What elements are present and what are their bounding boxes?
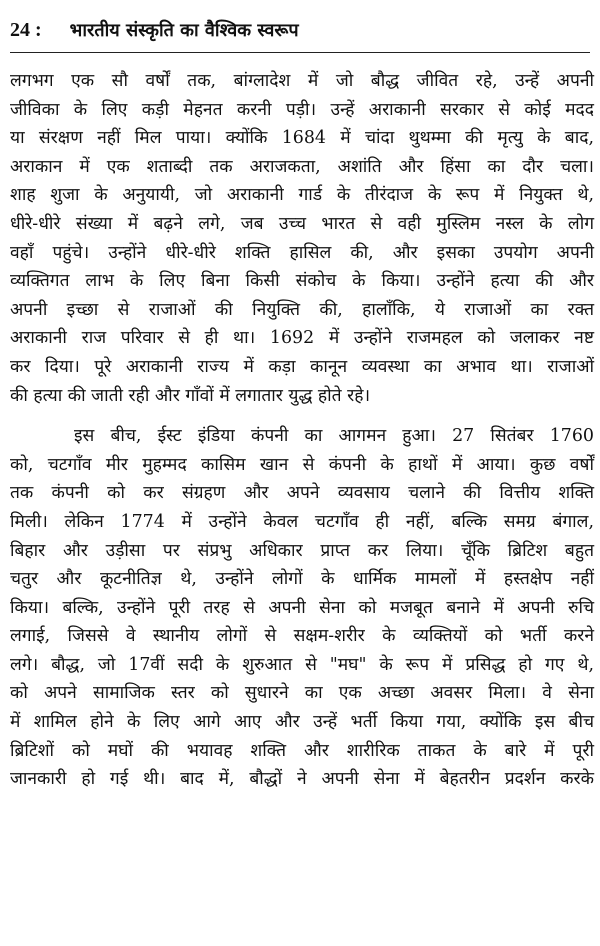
- chapter-title: भारतीय संस्कृति का वैश्विक स्वरूप: [69, 20, 299, 41]
- text-line: शाह शुजा के अनुयायी, जो अराकानी गार्ड के तीरंदाज के रूप में नियुक्त थे,: [10, 185, 594, 206]
- text-line: को अपने सामाजिक स्तर को सुधारने का एक अच्छा अवसर मिला। वे सेना: [10, 683, 594, 704]
- text-line: व्यक्तिगत लाभ के लिए बिना किसी संकोच के किया। उन्होंने हत्या की और: [10, 271, 594, 292]
- text-line: को, चटगाँव मीर मुहम्मद कासिम खान से कंपनी के हाथों में आया। कुछ वर्षों: [10, 454, 594, 475]
- text-line: इस बीच, ईस्ट इंडिया कंपनी का आगमन हुआ। 27 सितंबर 1760: [74, 426, 594, 447]
- text-line: धीरे-धीरे संख्या में बढ़ने लगे, जब उच्च भारत से वही मुस्लिम नस्ल के लोग: [10, 213, 594, 234]
- text-line: लगे। बौद्ध, जो 17वीं सदी के शुरुआत से "मघ" के रूप में प्रसिद्ध हो गए थे,: [10, 654, 594, 675]
- text-line: लगभग एक सौ वर्षों तक, बांग्लादेश में जो बौद्ध जीवित रहे, उन्हें अपनी: [10, 71, 594, 91]
- text-line: की हत्या की जाती रही और गाँवों में लगातार युद्ध होते रहे।: [10, 385, 371, 406]
- text-line: अपनी इच्छा से राजाओं की नियुक्ति की, हालाँकि, ये राजाओं का रक्त: [10, 299, 594, 320]
- page-number: 24 :: [10, 19, 42, 41]
- paragraph-2: [10, 422, 594, 794]
- text-line: मिली। लेकिन 1774 में उन्होंने केवल चटगाँव ही नहीं, बल्कि समग्र बंगाल,: [10, 511, 594, 532]
- text-line: कर दिया। पूरे अराकानी राज्य में कड़ा कानून व्यवस्था का अभाव था। राजाओं: [10, 356, 594, 377]
- text-line: अराकान में एक शताब्दी तक अराजकता, अशांति और हिंसा का दौर चला।: [10, 156, 594, 177]
- text-line: लगाई, जिससे वे स्थानीय लोगों से सक्षम-शरीर के व्यक्तियों को भर्ती करने: [10, 626, 594, 647]
- text-line: जीविका के लिए कड़ी मेहनत करनी पड़ी। उन्हें अराकानी सरकार से कोई मदद: [10, 99, 594, 120]
- text-line: बिहार और उड़ीसा पर संप्रभु अधिकार प्राप्त कर लिया। चूँकि ब्रिटिश बहुत: [10, 540, 594, 561]
- paragraph-1: [10, 67, 594, 410]
- text-line: तक कंपनी को कर संग्रहण और अपने व्यवसाय चलाने की वित्तीय शक्ति: [10, 483, 594, 504]
- text-line: या संरक्षण नहीं मिल पाया। क्योंकि 1684 में चांदा थुथम्मा की मृत्यु के बाद,: [10, 128, 594, 149]
- text-line: अराकानी राज परिवार से ही था। 1692 में उन्होंने राजमहल को जलाकर नष्ट: [10, 328, 594, 349]
- running-header: [10, 0, 590, 53]
- text-line: किया। बल्कि, उन्होंने पूरी तरह से अपनी सेना को मजबूत बनाने में अपनी रुचि: [10, 597, 594, 618]
- text-line: वहाँ पहुंचे। उन्होंने धीरे-धीरे शक्ति हासिल की, और इसका उपयोग अपनी: [10, 242, 594, 263]
- text-line: ब्रिटिशों को मघों की भयावह शक्ति और शारीरिक ताकत के बारे में पूरी: [10, 740, 594, 761]
- text-line: चतुर और कूटनीतिज्ञ थे, उन्होंने लोगों के धार्मिक मामलों में हस्तक्षेप नहीं: [10, 569, 594, 590]
- text-line: जानकारी हो गई थी। बाद में, बौद्धों ने अपनी सेना में बेहतरीन प्रदर्शन करके: [10, 769, 594, 790]
- text-line: में शामिल होने के लिए आगे आए और उन्हें भर्ती किया गया, क्योंकि इस बीच: [10, 712, 594, 733]
